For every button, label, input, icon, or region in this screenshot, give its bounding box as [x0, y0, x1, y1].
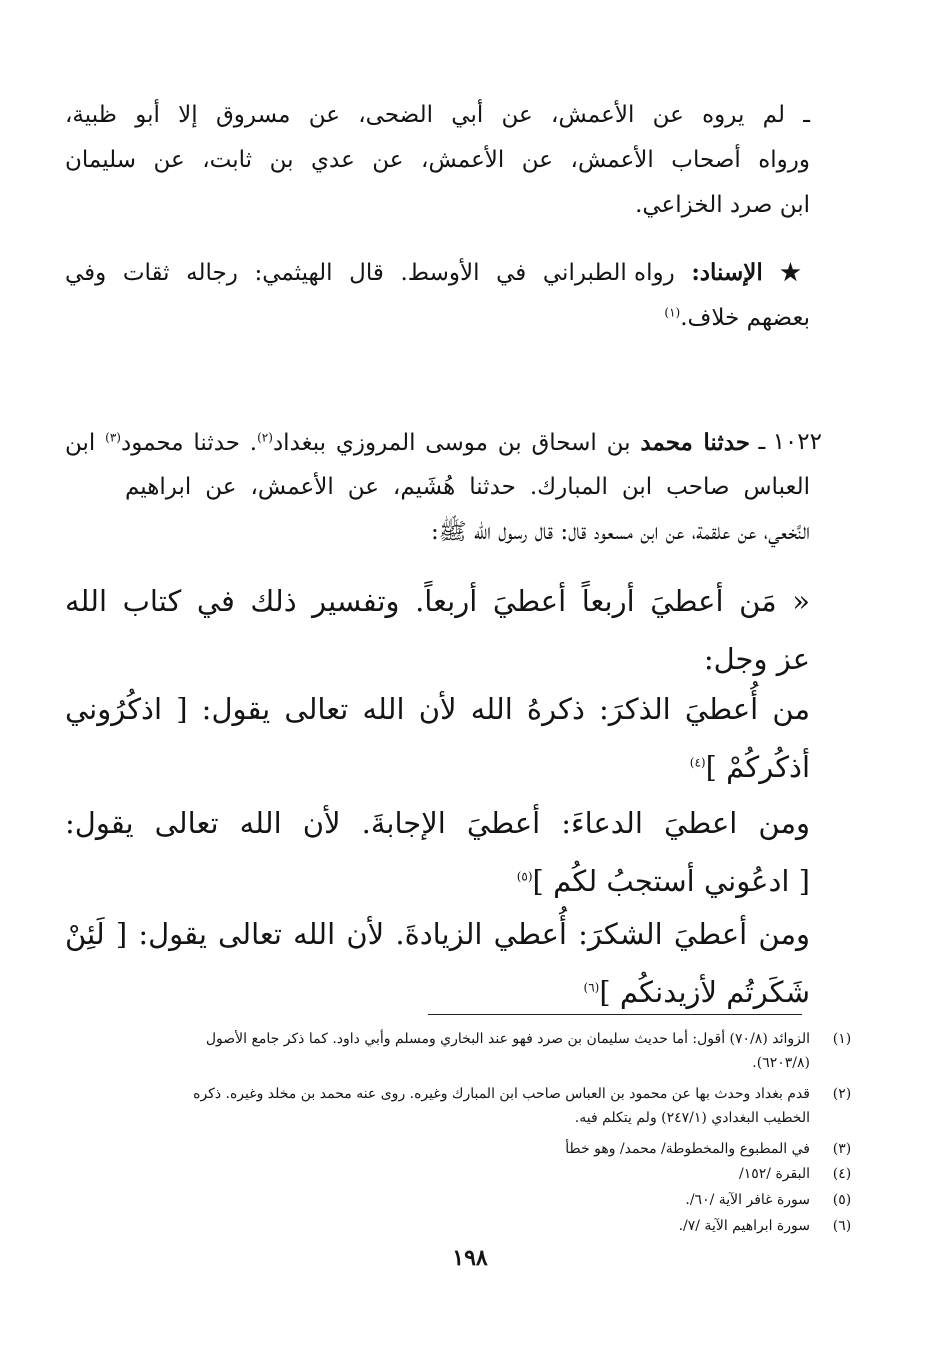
footnote-5 [65, 1188, 852, 1212]
matn-line-6 [65, 852, 810, 910]
footnote-ref-1: (١) [664, 305, 681, 320]
footnote-5-line-1: سورة غافر الآية /٦٠/. [685, 1192, 810, 1208]
footnote-2-line-1: قدم بغداد وحدث بها عن محمود بن العباس صاحب ابن المبارك وغيره. روى عنه محمد بن مخلد وغيره. ذكره [193, 1086, 810, 1102]
intro-line-2: ورواه أصحاب الأعمش، عن الأعمش، عن عدي بن ثابت، عن سليمان [65, 147, 810, 173]
footnote-1 [65, 1027, 852, 1075]
isnad-paragraph [65, 250, 810, 341]
matn-line-8 [65, 963, 810, 1021]
footnote-1-number: (١) [832, 1031, 852, 1047]
footnote-3-line-1: في المطبوع والمخطوطة/ محمد/ وهو خطأ [565, 1141, 810, 1157]
sanad-line-1 [65, 420, 750, 466]
isnad-label: ★ الإسناد: [691, 259, 810, 286]
footnote-6-line-1: سورة ابراهيم الآية /٧/. [678, 1218, 810, 1234]
hadith-sanad-cont [65, 465, 810, 555]
footnote-3-number: (٣) [832, 1141, 852, 1157]
matn-shukr [65, 905, 810, 1021]
matn-line-2: عز وجل: [703, 642, 810, 676]
matn-line-4 [65, 738, 810, 796]
footnote-5-number: (٥) [832, 1192, 852, 1208]
footnote-4 [65, 1162, 852, 1186]
intro-line-3: ابن صرد الخزاعي. [635, 192, 810, 218]
footnote-ref-4: (٤) [689, 755, 706, 770]
matn-line-5: ومن اعطيَ الدعاءَ: أعطيَ الإجابةَ. لأن الله تعالى يقول: [65, 806, 810, 840]
isnad-text: رواه الطبراني في الأوسط. قال الهيثمي: رجاله ثقات وفي [65, 260, 675, 286]
intro-line-1: ـ لم يروه عن الأعمش، عن أبي الضحى، عن مسروق إلا أبو ظبية، [65, 102, 810, 128]
footnote-ref-3: (٣) [105, 430, 121, 445]
hadith-sanad [65, 420, 750, 466]
isnad-text-2: بعضهم خلاف. [680, 305, 810, 331]
intro-paragraph [65, 93, 810, 228]
hadith-number: ١٠٢٢ ـ [758, 429, 822, 455]
matn-line-1: « مَن أعطيَ أربعاً أعطيَ أربعاً. وتفسير ذلك في كتاب الله [65, 584, 810, 618]
matn-dua [65, 794, 810, 910]
isnad-line-2 [65, 296, 810, 341]
footnote-2-number: (٢) [832, 1086, 852, 1102]
footnote-4-number: (٤) [832, 1166, 852, 1182]
footnote-4-line-1: البقرة /١٥٢/ [739, 1166, 810, 1182]
footnote-ref-5: (٥) [516, 869, 533, 884]
footnote-ref-6: (٦) [583, 980, 600, 995]
matn-line-7: ومن أعطيَ الشكرَ: أُعطي الزيادةَ. لأن الله تعالى يقول: [ لَئِنْ [65, 917, 810, 951]
footnote-2 [65, 1082, 852, 1130]
sanad-line-2: العباس صاحب ابن المبارك. حدثنا هُشَيم، عن الأعمش، عن ابراهيم [125, 474, 810, 500]
hadith-matn [65, 572, 810, 688]
footnote-1-line-2: (٦٢٠٣/٨). [752, 1055, 810, 1071]
sanad-text-a: بن اسحاق بن موسى المروزي ببغداد [272, 430, 631, 456]
isnad-line-1 [65, 250, 810, 296]
footnote-divider [428, 1014, 802, 1015]
matn-text-4: أذكُركُمْ ] [705, 750, 810, 784]
page-number: ١٩٨ [452, 1245, 488, 1271]
matn-dhikr [65, 680, 810, 796]
footnote-3 [65, 1137, 852, 1161]
matn-line-3: من أُعطيَ الذكرَ: ذكرهُ الله لأن الله تعالى يقول: [ اذكُرُوني [65, 692, 810, 726]
matn-text-6: [ ادعُوني أستجبُ لكُم ] [532, 864, 810, 898]
sanad-line-3: النَّخعي، عن علقمة، عن ابن مسعود قال: قال رسول الله ﷺ: [430, 519, 810, 545]
footnote-1-line-1: الزوائد (٧٠/٨) أقول: أما حديث سليمان بن صرد فهو عند البخاري ومسلم وأبي داود. كما ذكر جامع الأصول [205, 1031, 810, 1047]
sanad-text-c: ابن [65, 430, 96, 456]
footnote-2-line-2: الخطيب البغدادي (٢٤٧/١) ولم يتكلم فيه. [574, 1110, 810, 1126]
sanad-text-b: . حدثنا محمود [120, 430, 258, 456]
footnote-6-number: (٦) [832, 1218, 852, 1234]
matn-text-8: شَكَرتُم لأزيدنكُم ] [599, 975, 810, 1009]
footnote-ref-2: (٢) [257, 430, 273, 445]
footnote-6 [65, 1214, 852, 1238]
sanad-haddathana: حدثنا محمد [640, 429, 751, 456]
